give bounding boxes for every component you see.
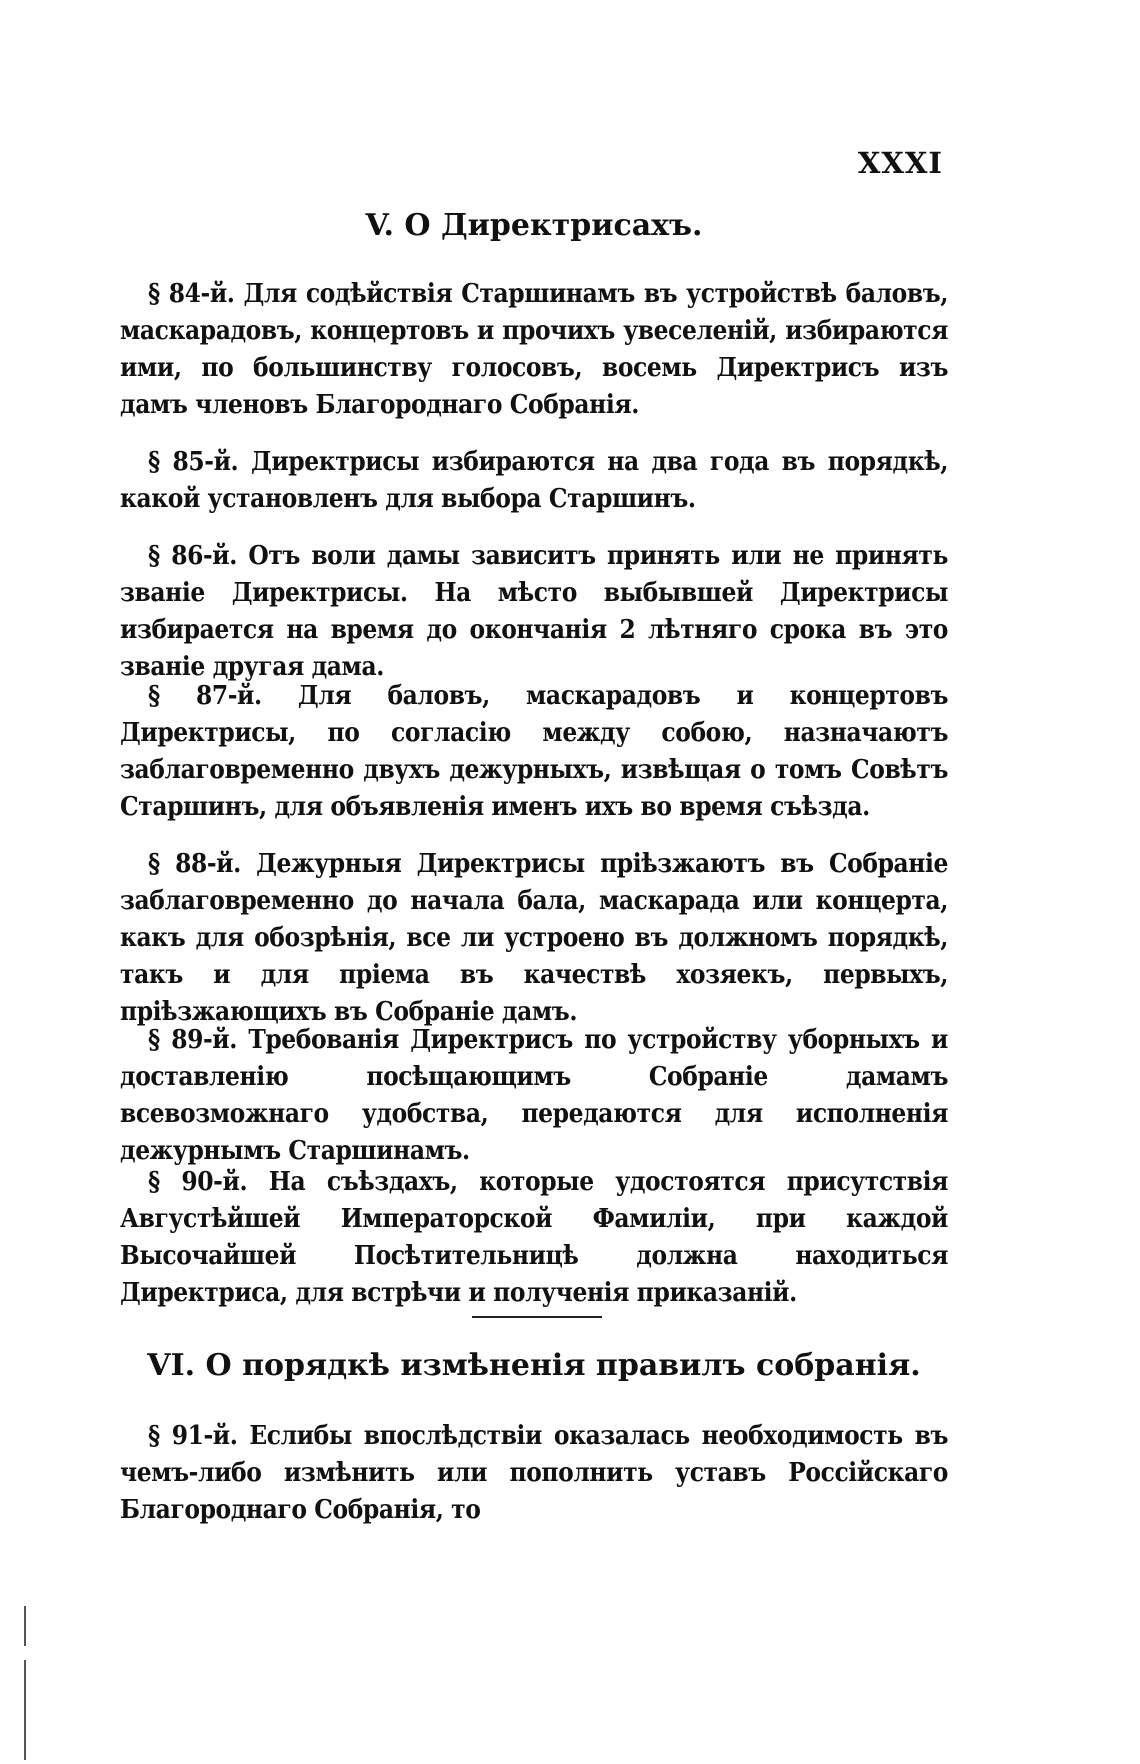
paragraph-text: § 88-й. Дежурныя Директрисы пріѣзжаютъ въ Собраніе заблаговременно до начала бала, маскарада или концерта, какъ для обозрѣнія, все ли устроено въ должномъ порядкѣ, такъ и для пріема въ качествѣ хозяекъ, первыхъ, пріѣзжающихъ въ Собраніе дамъ.	[120, 849, 948, 1027]
paragraph-text: § 84-й. Для содѣйствія Старшинамъ въ устройствѣ баловъ, маскарадовъ, концертовъ и прочихъ увеселеній, избираются ими, по большинству голосовъ, восемь Директрисъ изъ дамъ членовъ Благороднаго Собранія.	[120, 279, 948, 420]
section-title-directrices: V. О Директрисахъ.	[365, 208, 703, 243]
paragraph-text: § 89-й. Требованія Директрисъ по устройству уборныхъ и доставленію посѣщающимъ Собраніе дамамъ всевозможнаго удобства, передаются для исполненія дежурнымъ Старшинамъ.	[120, 1025, 948, 1166]
paragraph-90	[120, 1164, 948, 1312]
paragraph-84	[120, 276, 948, 424]
paragraph-85	[120, 444, 948, 518]
paragraph-91	[120, 1418, 948, 1529]
paragraph-text: § 91-й. Еслибы впослѣдствіи оказалась необходимость въ чемъ-либо измѣнить или пополнить уставъ Россійскаго Благороднаго Собранія, то	[120, 1421, 948, 1525]
section-divider	[472, 1316, 602, 1318]
margin-mark	[24, 1606, 26, 1646]
paragraph-86	[120, 538, 948, 686]
margin-mark	[24, 1660, 26, 1760]
paragraph-87	[120, 678, 948, 826]
section-title-rule-changes: VI. О порядкѣ измѣненія правилъ собранія.	[147, 1348, 921, 1383]
paragraph-89	[120, 1022, 948, 1170]
paragraph-text: § 86-й. Отъ воли дамы зависитъ принять или не принять званіе Директрисы. На мѣсто выбывшей Директрисы избирается на время до окончанія 2 лѣтняго срока въ это званіе другая дама.	[120, 541, 948, 682]
page-number: XXXI	[857, 146, 943, 180]
paragraph-text: § 87-й. Для баловъ, маскарадовъ и концертовъ Директрисы, по согласію между собою, назначаютъ заблаговременно двухъ дежурныхъ, извѣщая о томъ Совѣтъ Старшинъ, для объявленія именъ ихъ во время съѣзда.	[120, 681, 948, 822]
paragraph-text: § 85-й. Директрисы избираются на два года въ порядкѣ, какой установленъ для выбора Старшинъ.	[120, 447, 948, 514]
paragraph-text: § 90-й. На съѣздахъ, которые удостоятся присутствія Августѣйшей Императорской Фамиліи, при каждой Высочайшей Посѣтительницѣ должна находиться Директриса, для встрѣчи и полученія приказаній.	[120, 1167, 948, 1308]
paragraph-88	[120, 846, 948, 1031]
